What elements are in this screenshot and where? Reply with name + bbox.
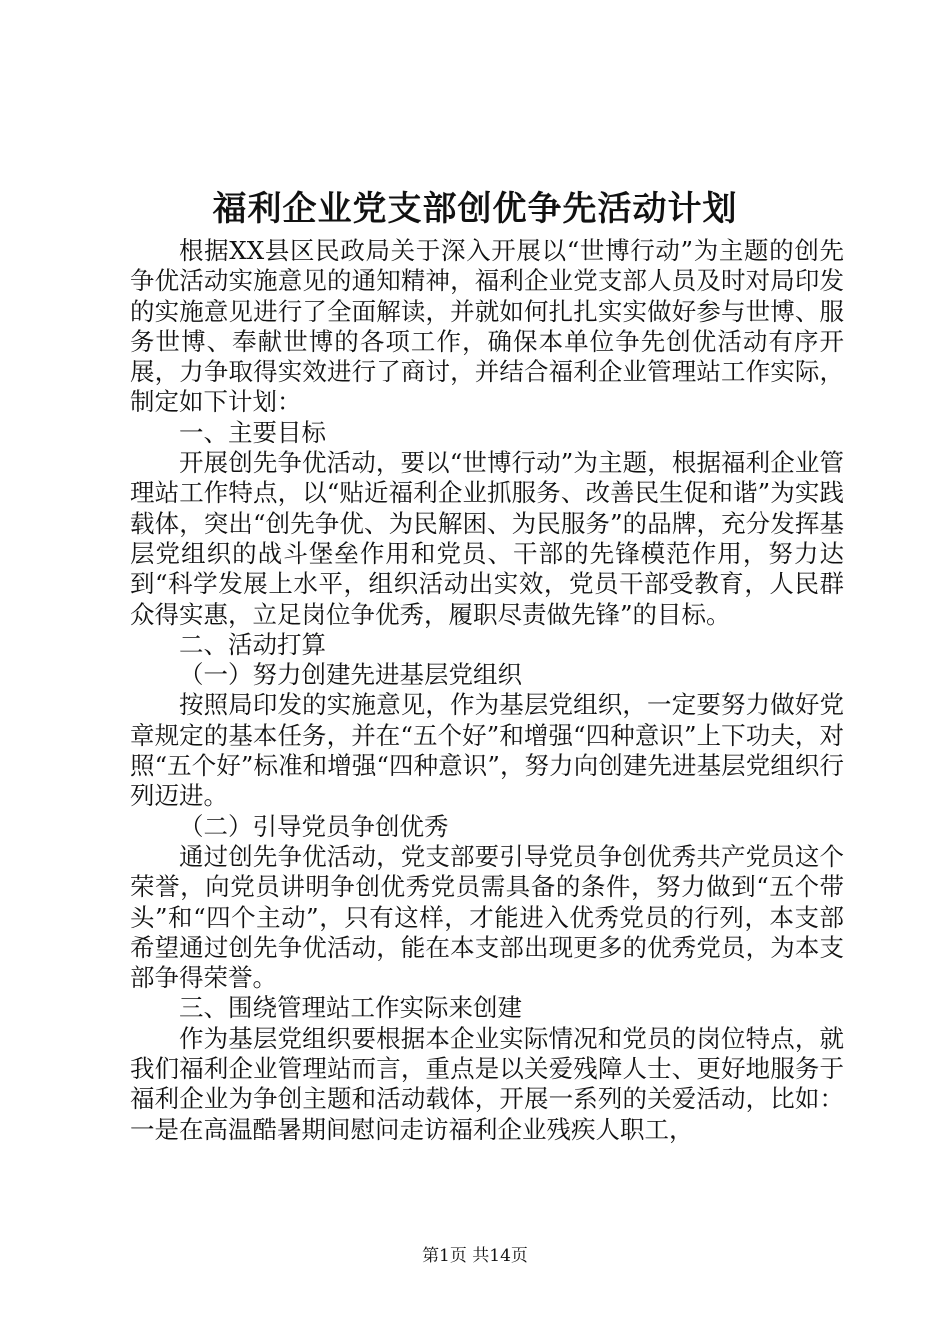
section-heading-goals: 一、主要目标 [179,417,326,447]
document-title: 福利企业党支部创优争先活动计划 [212,189,738,229]
page-number-footer: 第1页 共14页 [422,1246,528,1266]
section-heading-station-work: 三、围绕管理站工作实际来创建 [179,993,522,1023]
subheading-guide-members: （二）引导党员争创优秀 [179,811,449,841]
paragraph-guide-members: 通过创先争优活动，党支部要引导党员争创优秀共产党员这个荣誉，向党员讲明争创优秀党员需具备的条件，努力做到“五个带头”和“四个主动”，只有这样，才能进入优秀党员的行列，本支部希望通过创先争优活动，能在本支部出现更多的优秀党员，为本支部争得荣誉。 [130,841,844,993]
paragraph-station-work: 作为基层党组织要根据本企业实际情况和党员的岗位特点，就我们福利企业管理站而言，重点是以关爱残障人士、更好地服务于福利企业为争创主题和活动载体，开展一系列的关爱活动，比如：一是在高温酷暑期间慰问走访福利企业残疾人职工， [130,1023,844,1144]
section-heading-plan: 二、活动打算 [179,629,326,659]
subheading-build-organization: （一）努力创建先进基层党组织 [179,660,522,690]
paragraph-build-organization: 按照局印发的实施意见，作为基层党组织，一定要努力做好党章规定的基本任务，并在“五个好”和增强“四种意识”上下功夫，对照“五个好”标准和增强“四种意识”，努力向创建先进基层党组织行列迈进。 [130,690,844,811]
document-body [130,236,844,1145]
paragraph-goals: 开展创先争优活动，要以“世博行动”为主题，根据福利企业管理站工作特点，以“贴近福利企业抓服务、改善民生促和谐”为实践载体，突出“创先争优、为民解困、为民服务”的品牌，充分发挥基层党组织的战斗堡垒作用和党员、干部的先锋模范作用，努力达到“科学发展上水平，组织活动出实效，党员干部受教育，人民群众得实惠，立足岗位争优秀，履职尽责做先锋”的目标。 [130,448,844,629]
paragraph-intro: 根据XX县区民政局关于深入开展以“世博行动”为主题的创先争优活动实施意见的通知精神，福利企业党支部人员及时对局印发的实施意见进行了全面解读，并就如何扎扎实实做好参与世博、服务世博、奉献世博的各项工作，确保本单位争先创优活动有序开展，力争取得实效进行了商讨，并结合福利企业管理站工作实际，制定如下计划： [130,236,844,417]
